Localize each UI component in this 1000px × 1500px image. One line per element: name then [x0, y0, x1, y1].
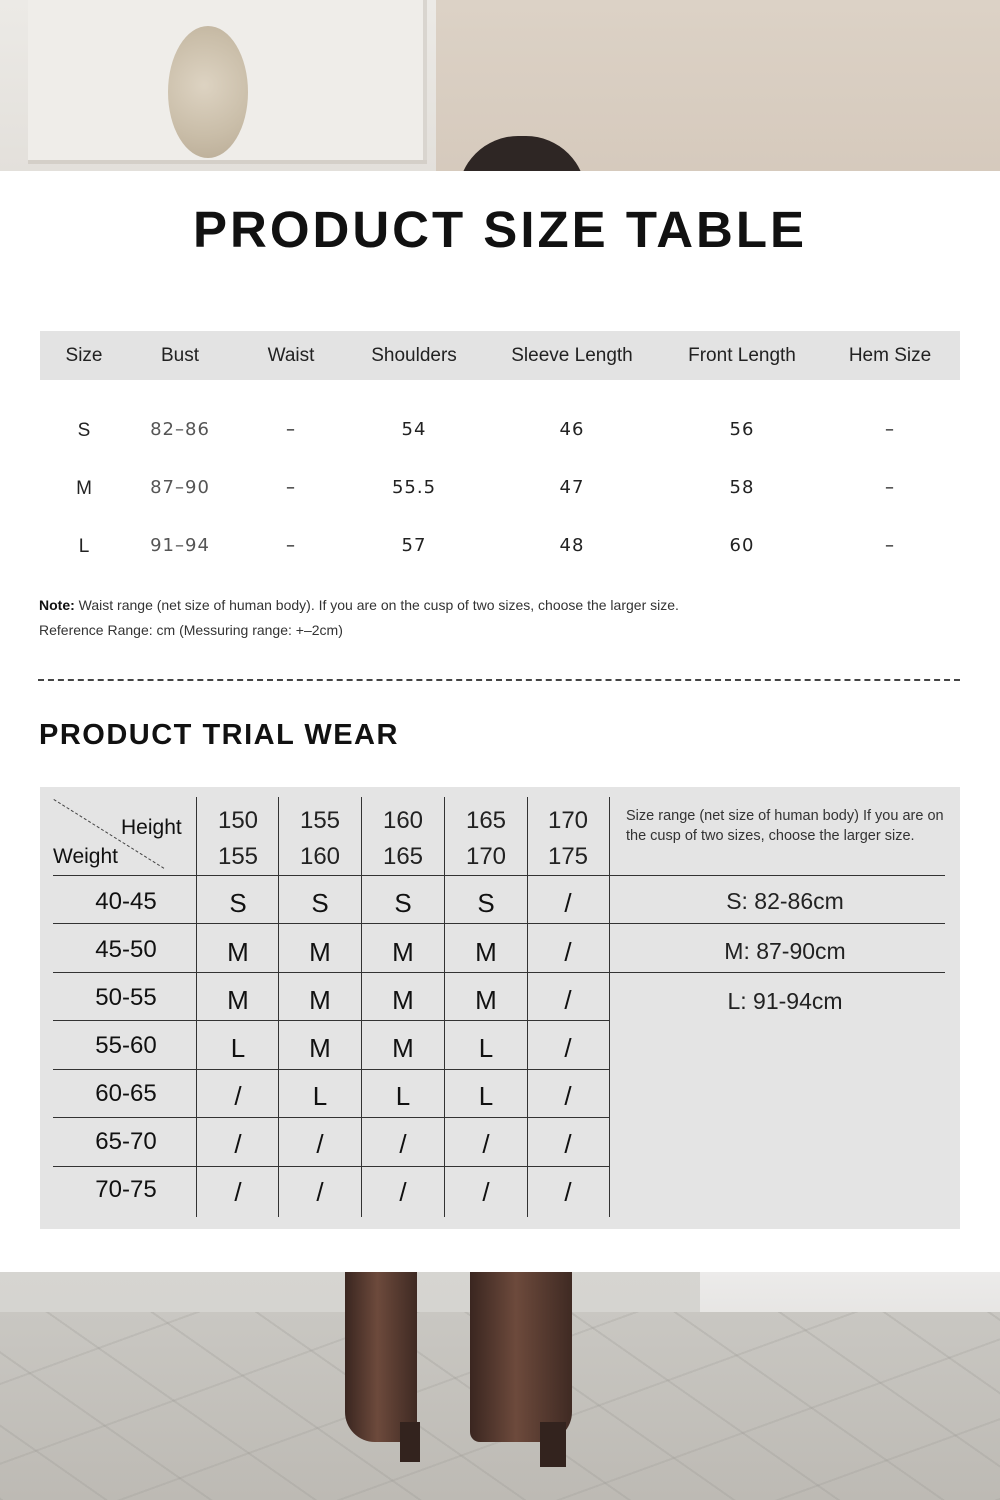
- grid-cell: /: [316, 1177, 324, 1207]
- row-size: M: [76, 478, 92, 499]
- photo-heel-left: [400, 1422, 420, 1462]
- dashed-divider: [38, 679, 960, 681]
- weight-label-row: 50-55: [95, 984, 157, 1011]
- grid-cell: M: [309, 985, 331, 1015]
- grid-cell: M: [227, 985, 249, 1015]
- top-photo: [0, 0, 1000, 171]
- grid-cell: M: [227, 937, 249, 967]
- height-max: 175: [547, 843, 589, 870]
- grid-cell: M: [309, 937, 331, 967]
- grid-hline: [53, 1020, 610, 1021]
- grid-cell: S: [311, 888, 329, 918]
- grid-cell: /: [482, 1129, 490, 1159]
- row-bust: 87–90: [150, 477, 210, 498]
- height-min: 150: [217, 807, 259, 834]
- grid-hline: [53, 972, 945, 973]
- size-range-s: S: 82-86cm: [726, 888, 844, 914]
- grid-cell: M: [392, 1033, 414, 1063]
- row-size: L: [78, 536, 90, 557]
- grid-cell: /: [564, 888, 572, 918]
- height-header: [197, 807, 279, 871]
- weight-label-row: 65-70: [95, 1128, 157, 1155]
- page-title: PRODUCT SIZE TABLE: [192, 201, 808, 258]
- grid-cell: L: [312, 1081, 328, 1111]
- photo-boot-right: [470, 1272, 572, 1442]
- grid-cell: L: [230, 1033, 246, 1063]
- table-row: [40, 479, 960, 503]
- bottom-photo: [0, 1272, 1000, 1500]
- weight-label-row: 45-50: [95, 936, 157, 963]
- height-max: 155: [217, 843, 259, 870]
- header-front-length: Front Length: [688, 345, 796, 366]
- photo-boot-left: [345, 1272, 417, 1442]
- row-sleeve: 47: [559, 477, 585, 498]
- photo-heel-right: [540, 1422, 566, 1467]
- header-size: Size: [65, 345, 103, 366]
- grid-cell: /: [564, 1033, 572, 1063]
- row-sleeve: 46: [559, 419, 585, 440]
- weight-label-row: 55-60: [95, 1032, 157, 1059]
- row-hem: –: [885, 535, 895, 556]
- row-sleeve: 48: [559, 535, 585, 556]
- grid-cell: S: [394, 888, 412, 918]
- row-hem: –: [885, 477, 895, 498]
- grid-cell: /: [564, 1081, 572, 1111]
- height-max: 160: [299, 843, 341, 870]
- grid-cell: M: [309, 1033, 331, 1063]
- grid-cell: S: [229, 888, 247, 918]
- height-header: [527, 807, 609, 871]
- grid-cell: /: [564, 1129, 572, 1159]
- grid-cell: M: [392, 985, 414, 1015]
- grid-cell: L: [478, 1081, 494, 1111]
- height-label: Height: [121, 816, 182, 839]
- row-waist: –: [286, 477, 296, 498]
- grid-cell: /: [316, 1129, 324, 1159]
- weight-label-row: 60-65: [95, 1080, 157, 1107]
- grid-cell: M: [392, 937, 414, 967]
- weight-label-row: 70-75: [95, 1176, 157, 1203]
- note-label: Note:: [39, 597, 75, 613]
- row-size: S: [77, 420, 91, 441]
- header-sleeve-length: Sleeve Length: [511, 345, 633, 366]
- grid-cell: L: [478, 1033, 494, 1063]
- row-waist: –: [286, 419, 296, 440]
- grid-hline: [53, 875, 945, 876]
- header-waist: Waist: [267, 345, 315, 366]
- grid-hline: [53, 1166, 610, 1167]
- size-range-m: M: 87-90cm: [724, 938, 846, 964]
- grid-cell: /: [399, 1129, 407, 1159]
- grid-cell: /: [564, 937, 572, 967]
- note-text: Waist range (net size of human body). If you are on the cusp of two sizes, choose the larger size.: [78, 597, 679, 613]
- row-waist: –: [286, 535, 296, 556]
- height-min: 160: [382, 807, 424, 834]
- height-max: 170: [465, 843, 507, 870]
- height-min: 165: [465, 807, 507, 834]
- header-shoulders: Shoulders: [371, 345, 457, 366]
- grid-cell: S: [477, 888, 495, 918]
- size-range-l: L: 91-94cm: [727, 988, 843, 1014]
- row-hem: –: [885, 419, 895, 440]
- height-header: [362, 807, 444, 871]
- height-header: [445, 807, 527, 871]
- row-front: 58: [729, 477, 755, 498]
- trial-wear-title: PRODUCT TRIAL WEAR: [39, 719, 399, 751]
- reference-range: Reference Range: cm (Messuring range: +–2cm): [39, 622, 343, 638]
- height-header: [279, 807, 361, 871]
- row-bust: 91–94: [150, 535, 210, 556]
- header-bust: Bust: [160, 345, 200, 366]
- row-shoulders: 57: [401, 535, 427, 556]
- grid-cell: /: [482, 1177, 490, 1207]
- grid-cell: /: [234, 1081, 242, 1111]
- header-hem-size: Hem Size: [848, 345, 932, 366]
- height-min: 170: [547, 807, 589, 834]
- row-shoulders: 54: [401, 419, 427, 440]
- grid-cell: /: [564, 985, 572, 1015]
- grid-hline: [53, 923, 945, 924]
- grid-cell: /: [399, 1177, 407, 1207]
- trial-side-note: Size range (net size of human body) If you are on the cusp of two sizes, choose the larger size.: [626, 808, 944, 844]
- height-min: 155: [299, 807, 341, 834]
- row-shoulders: 55.5: [391, 477, 437, 498]
- height-max: 165: [382, 843, 424, 870]
- grid-cell: /: [564, 1177, 572, 1207]
- grid-cell: M: [475, 985, 497, 1015]
- weight-label-row: 40-45: [95, 888, 157, 915]
- table-row: [40, 537, 960, 561]
- grid-cell: /: [234, 1177, 242, 1207]
- row-front: 60: [729, 535, 755, 556]
- grid-cell: L: [395, 1081, 411, 1111]
- table-row: [40, 421, 960, 445]
- size-note: [39, 597, 679, 613]
- size-table-header: [40, 331, 960, 380]
- weight-label: Weight: [53, 845, 118, 868]
- row-bust: 82–86: [150, 419, 210, 440]
- grid-hline: [53, 1117, 610, 1118]
- grid-cell: /: [234, 1129, 242, 1159]
- trial-wear-table: [40, 787, 960, 1229]
- row-front: 56: [729, 419, 755, 440]
- grid-cell: M: [475, 937, 497, 967]
- photo-decor-plate: [168, 26, 248, 158]
- grid-hline: [53, 1069, 610, 1070]
